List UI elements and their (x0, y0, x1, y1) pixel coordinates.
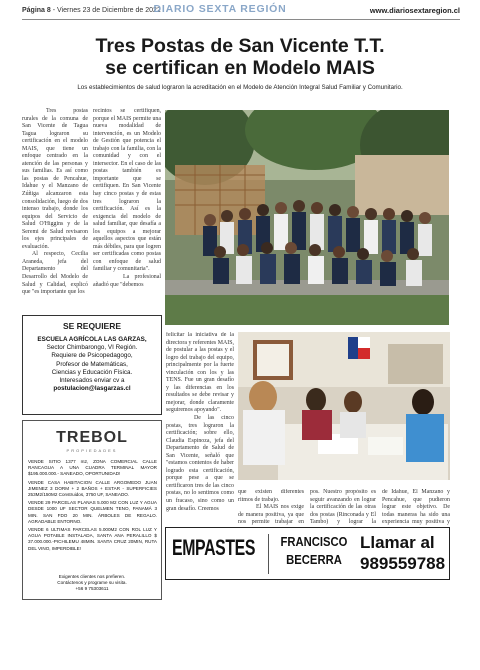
listing-item: VENDE CASA HABITACION CALLE ARGOMEDO JUAN JIMENEZ 3 DORM + 2 BAÑOS + ESTAR - SUPERFICIES 253M2/150M2 Construidos, 3750 UF, SANEADO. (28, 479, 157, 498)
article-headline (20, 35, 460, 79)
article-paragraph: pos. Nuestro propósito es seguir avanzando en lograr la certificación de las otras dos postas (Rinconada y El Tambo) y lograr la (310, 489, 376, 525)
job-ad-line: Interesados enviar cv a (59, 377, 125, 385)
call-label: Llamar al (360, 533, 435, 552)
contact-phone[interactable]: +56 9 75303611 (75, 586, 109, 591)
bookbinding-ad-name (278, 533, 350, 569)
website-link[interactable]: www.diariosextaregion.cl (369, 6, 460, 15)
article-deck: Los establecimientos de salud lograron la acreditación en el Modelo de Atención Integral Salud Familiar y Comunitario. (77, 84, 403, 91)
job-ad-email[interactable]: postulacion@lasgarzas.cl (53, 385, 131, 393)
bookbinding-ad-contact (360, 532, 445, 574)
newspaper-brand: DIARIO SEXTA REGIÓN (153, 3, 287, 15)
article-paragraph: Tres postas rurales de la comuna de San Vicente de Tagua Tagua lograron su certificación en el modelo MAIS, que tiene un enfoque centrado en la atención de las personas y sus familias. Es así como las postas de Pencahue, Idahue y el Manzano de Zúñiga alcanzaron esta consolidación, luego de dos intenso trabajo, donde los equipos del Servicio de Salud O'Higgins y de la Seremi de Salud revisaron los ejes principales de evaluación. (22, 108, 88, 250)
article-paragraph: El MAIS nos exige de manera positiva, ya que nos permite trabajar en (238, 504, 304, 525)
real-estate-contact (23, 574, 161, 592)
job-ad-line: Requiere de Psicopedagogo, (51, 352, 133, 360)
headline-line-1: Tres Postas de San Vicente T.T. (95, 35, 385, 57)
article-paragraph: de Idahue, El Manzano y Pencahue, que pudieron lograr este objetivo. De todas maneras ha sido una experiencia muy positiva y (382, 489, 450, 525)
group-photo (165, 110, 449, 325)
bookbinding-ad-title: EMPASTES (172, 535, 256, 560)
meeting-photo (238, 332, 450, 480)
job-ad-box (22, 315, 162, 415)
article-column-1 (22, 108, 88, 313)
job-ad-school: ESCUELA AGRÍCOLA LAS GARZAS, (37, 336, 147, 343)
issue-date: - Viernes 23 de Diciembre de 2022 (50, 7, 161, 14)
article-paragraph: De las cinco postas, tres lograron la certificación; sobre ello, Claudia Espinoza, jefa del Departamento de Salud de San Vicente, señaló que "estamos contentos de haber logrado esta certificación, porque pese a que se certificaron tres de las cinco postas, no lo sentimos como un fracaso, sino como un gran desafío. Creemos (166, 415, 234, 512)
contact-line: Exigentes clientes nos prefieren. (58, 574, 126, 579)
bookbinding-ad-box (165, 527, 450, 580)
real-estate-ad-box (22, 420, 162, 600)
article-column-5 (310, 489, 376, 525)
article-column-4 (238, 489, 304, 525)
article-paragraph: felicitar la iniciativa de la directora y referentes MAIS, de postular a las postas y el logro del trabajo del equipo, principalmente por la fuerte vinculación con los y las TENS. Fue un gran desafío y las diferencias en los resultados se debe revisar y mejorar, donde claramente seguiremos apoyando". (166, 332, 234, 414)
header-divider (22, 19, 460, 20)
trebol-subtitle: PROPIEDADES (66, 448, 118, 453)
last-name: BECERRA (286, 553, 342, 567)
article-paragraph: que existen diferentes ritmos de trabajo. (238, 489, 304, 503)
trebol-logo: TREBOL (56, 429, 128, 446)
ad-divider (268, 534, 269, 574)
job-ad-line: Profesor de Matemáticas, (56, 360, 128, 368)
job-ad-location: Sector Chimbarongo, VI Región. (46, 344, 138, 352)
job-ad-title: SE REQUIERE (62, 321, 122, 331)
real-estate-listings (28, 459, 157, 554)
headline-line-2: se certifican en Modelo MAIS (105, 57, 375, 79)
article-paragraph: Al respecto, Cecilia Araneda, jefa del Departamento del Desarrollo del Modelo de Salud y Calidad, explicó que "es importante que los (22, 251, 88, 296)
article-column-3 (166, 332, 234, 520)
article-paragraph: La profesional añadió que "debemos (93, 274, 161, 288)
contact-phone[interactable]: 989559788 (360, 554, 446, 573)
listing-item: VENDE SITIO 1377 m2, ZONA COMERCIAL CALLE RANCAGUA A UNA CUADRA TERMINAL MAYOR $195.000.000.- SANEADO, OPORTUNIDAD! (28, 459, 157, 477)
first-name: FRANCISCO (280, 535, 348, 549)
page-header-left (22, 7, 161, 14)
page-number: Página 8 (22, 7, 51, 14)
job-ad-line: Ciencias y Educación Física. (51, 368, 133, 376)
article-column-6 (382, 489, 450, 525)
contact-line: Contáctenos y programe su visita. (57, 580, 127, 585)
article-paragraph: recintos se certifiquen, porque el MAIS permite una nueva modalidad de intervención, es un Modelo de Gestión que potencia el trabajo con la familia, con la comunidad y con el intersector. En el caso de las postas también es importante que se certifiquen. En San Vicente hay cinco postas y de estas tres lograron la certificación. Así es la exigencia del modelo de salud familiar, que desafía a los equipos a mejorar aquellos aspectos que están más débiles, para que logren ser certificadas como postas con enfoque de salud familiar y comunitaria". (93, 108, 161, 273)
listing-item: VENDE 6 ULTIMAS PARCELAS 5.000M2 CON ROL LUZ Y AGUA POTABLE INSTALADA, SANTA ANA PERALILLO $ 37.000.000.-PICHILEMU 48MIN. SANTA CRUZ 20MIN, RUTA DEL VINO, IMPERDIBLE! (28, 527, 157, 551)
article-column-2 (93, 108, 161, 313)
listing-item: VENDE 29 PARCELAS PLANAS 5.000 M2 CON LUZ Y AGUA DESDE 1000 UF SECTOR QUELMEN TENO, PANAMÁ 3 MIN. SAN FDO 20 MIN. ÁRBOLES DE REGALO. AGRADABLE ENTORNO. (28, 500, 157, 524)
